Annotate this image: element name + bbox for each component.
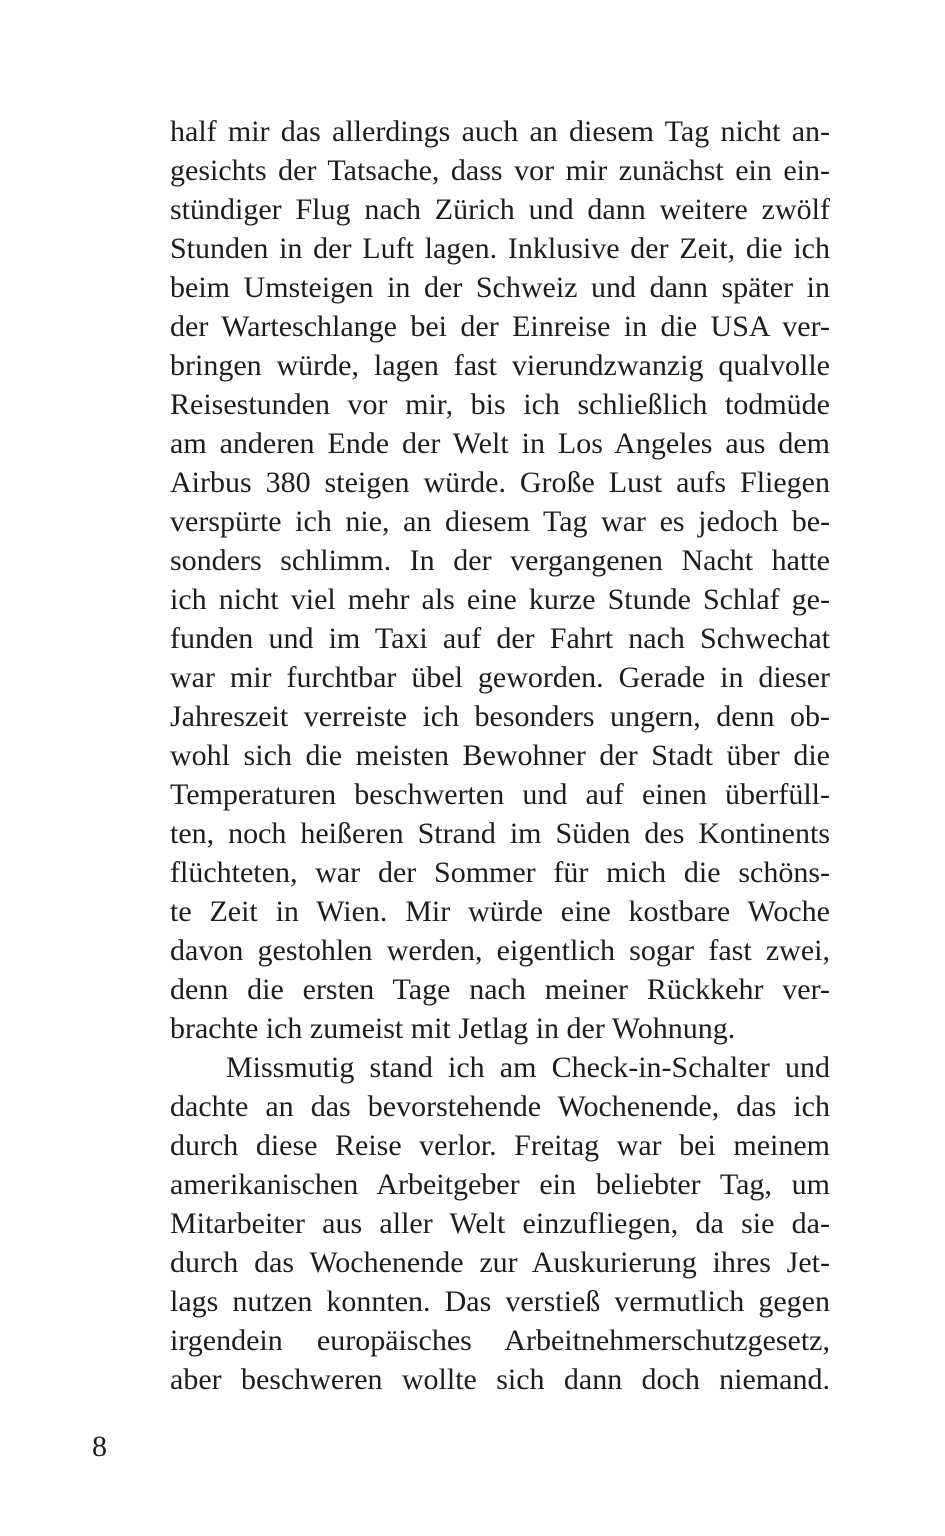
text-line: denn die ersten Tage nach meiner Rückkehr ver-: [170, 973, 830, 1006]
text-line: Temperaturen beschwerten und auf einen überfüll-: [170, 778, 830, 811]
text-line: war mir furchtbar übel geworden. Gerade in dieser: [170, 661, 830, 694]
page-number: 8: [92, 1430, 107, 1463]
text-line: beim Umsteigen in der Schweiz und dann später in: [170, 271, 830, 304]
text-line: am anderen Ende der Welt in Los Angeles aus dem: [170, 427, 830, 460]
text-line: Airbus 380 steigen würde. Große Lust aufs Fliegen: [170, 466, 830, 499]
text-line: ten, noch heißeren Strand im Süden des Kontinents: [170, 817, 830, 850]
text-line: sonders schlimm. In der vergangenen Nacht hatte: [170, 544, 830, 577]
text-line: dachte an das bevorstehende Wochenende, das ich: [170, 1090, 830, 1123]
text-line: wohl sich die meisten Bewohner der Stadt über die: [170, 739, 830, 772]
text-line: amerikanischen Arbeitgeber ein beliebter Tag, um: [170, 1168, 830, 1201]
text-line: Jahreszeit verreiste ich besonders ungern, denn ob-: [170, 700, 830, 733]
text-line: gesichts der Tatsache, dass vor mir zunächst ein ein-: [170, 154, 830, 187]
text-line: bringen würde, lagen fast vierundzwanzig qualvolle: [170, 349, 830, 382]
text-line: durch diese Reise verlor. Freitag war bei meinem: [170, 1129, 830, 1162]
text-line: irgendein europäisches Arbeitnehmerschutzgesetz,: [170, 1324, 830, 1357]
text-line: stündiger Flug nach Zürich und dann weitere zwölf: [170, 193, 830, 226]
text-line: aber beschweren wollte sich dann doch niemand.: [170, 1363, 830, 1396]
text-line: ich nicht viel mehr als eine kurze Stunde Schlaf ge-: [170, 583, 830, 616]
text-line: funden und im Taxi auf der Fahrt nach Schwechat: [170, 622, 830, 655]
text-line: half mir das allerdings auch an diesem Tag nicht an-: [170, 115, 830, 148]
text-line: verspürte ich nie, an diesem Tag war es jedoch be-: [170, 505, 830, 538]
text-line: davon gestohlen werden, eigentlich sogar fast zwei,: [170, 934, 830, 967]
text-line: lags nutzen konnten. Das verstieß vermutlich gegen: [170, 1285, 830, 1318]
paragraph-1: [170, 112, 830, 1048]
text-line: Missmutig stand ich am Check-in-Schalter und: [226, 1051, 830, 1084]
text-line: durch das Wochenende zur Auskurierung ihres Jet-: [170, 1246, 830, 1279]
text-line: Stunden in der Luft lagen. Inklusive der Zeit, die ich: [170, 232, 830, 265]
text-line: flüchteten, war der Sommer für mich die schöns-: [170, 856, 830, 889]
text-line: Reisestunden vor mir, bis ich schließlich todmüde: [170, 388, 830, 421]
text-line: te Zeit in Wien. Mir würde eine kostbare Woche: [170, 895, 830, 928]
paragraph-2: [170, 1048, 830, 1399]
body-text: [170, 112, 830, 1399]
text-line: der Warteschlange bei der Einreise in die USA ver-: [170, 310, 830, 343]
text-line: Mitarbeiter aus aller Welt einzufliegen, da sie da-: [170, 1207, 830, 1240]
text-line: brachte ich zumeist mit Jetlag in der Wohnung.: [170, 1012, 736, 1045]
